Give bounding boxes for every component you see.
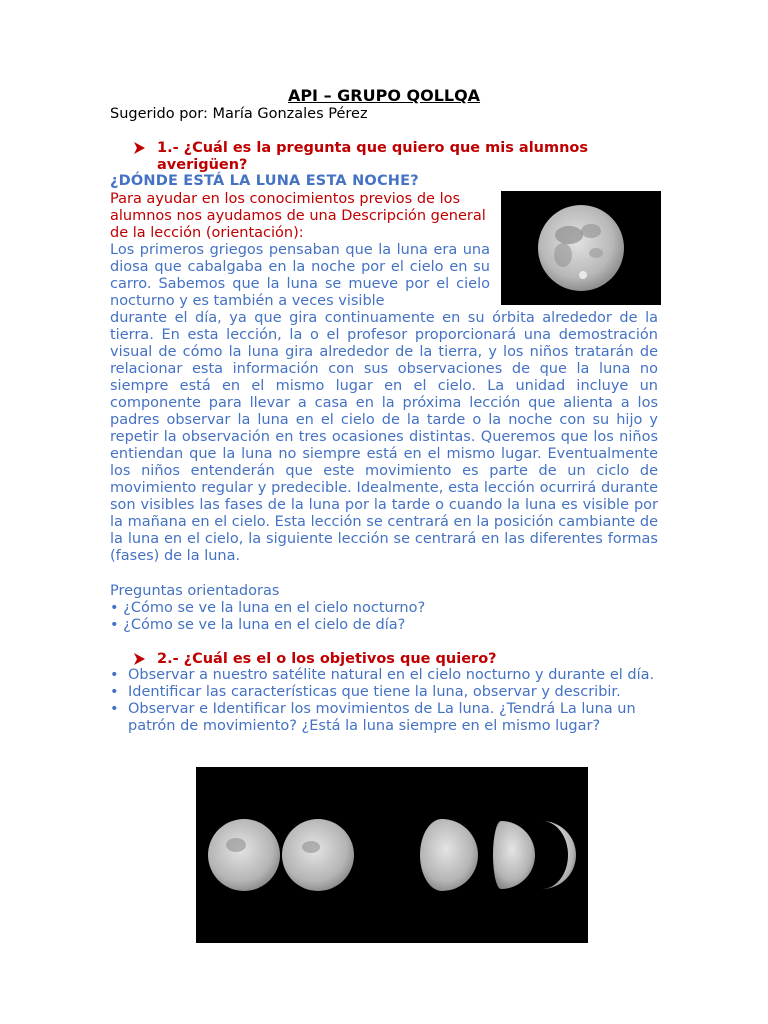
moon-phase-full: [208, 819, 280, 891]
guiding-question: • ¿Cómo se ve la luna en el cielo de día?: [110, 617, 406, 633]
guiding-questions-list: [110, 600, 658, 634]
question-2-heading: [157, 651, 627, 668]
paragraph-part-1: Los primeros griegos pensaban que la luna era una diosa que cabalgaba en la noche por el cielo en su carro. Sabemos que la luna se mueve por el cielo nocturno y es también a veces visible: [110, 242, 490, 309]
objective-text: Observar e Identificar los movimientos de La luna. ¿Tendrá La luna un patrón de movimiento? ¿Está la luna siempre en el mismo lugar?: [128, 701, 636, 734]
objective-item: [110, 684, 658, 701]
question-1-heading: [157, 140, 627, 174]
moon-phases-image: [196, 767, 588, 943]
moon-phase-gibbous: [282, 819, 354, 891]
full-moon-image: [501, 191, 661, 305]
objectives-list: [110, 667, 658, 735]
question-2-text: 2.- ¿Cuál es el o los objetivos que quiero?: [157, 651, 497, 667]
arrow-bullet-icon: [133, 140, 147, 156]
author-line: Sugerido por: María Gonzales Pérez: [110, 106, 368, 122]
question-1-text: 1.- ¿Cuál es la pregunta que quiero que mis alumnos averigüen?: [157, 140, 589, 173]
guiding-question: • ¿Cómo se ve la luna en el cielo nocturno?: [110, 600, 426, 616]
intro-text: Para ayudar en los conocimientos previos de los alumnos nos ayudamos de una Descripción general de la lección (orientación):: [110, 191, 486, 241]
guiding-questions-label: Preguntas orientadoras: [110, 583, 280, 599]
objective-text: Identificar las características que tiene la luna, observar y describir.: [128, 684, 621, 700]
objective-item: [110, 667, 658, 684]
document-title: API – GRUPO QOLLQA: [287, 86, 481, 105]
objective-item: [110, 701, 658, 735]
bullet-icon: •: [110, 684, 119, 700]
bullet-icon: •: [110, 701, 119, 717]
arrow-bullet-icon: [133, 651, 147, 667]
bullet-icon: •: [110, 667, 119, 683]
objective-text: Observar a nuestro satélite natural en el cielo nocturno y durante el día.: [128, 667, 655, 683]
paragraph-part-2: durante el día, ya que gira continuamente en su órbita alrededor de la tierra. En esta lección, la o el profesor proporcionará una demostración visual de cómo la luna gira alrededor de la tierra, y los niños tratarán de relacionar esta información con sus observaciones de que la luna no siempre está en el mismo lugar en el cielo. La unidad incluye un componente para llevar a casa en la próxima lección que alienta a los padres observar la luna en el cielo de la tarde o la noche con su hijo y repetir la observación en tres ocasiones distintas. Queremos que los niños entiendan que la luna no siempre está en el mismo lugar. Eventualmente los niños entenderán que este movimiento es parte de un ciclo de movimiento regular y predecible. Idealmente, esta lección ocurrirá durante son visibles las fases de la luna por la tarde o cuando la luna es visible por la mañana en el cielo. Esta lección se centrará en la posición cambiante de la luna en el cielo, la siguiente lección se centrará en las diferentes formas (fases) de la luna.: [110, 310, 658, 564]
lesson-title: ¿DÓNDE ESTÁ LA LUNA ESTA NOCHE?: [110, 173, 419, 189]
